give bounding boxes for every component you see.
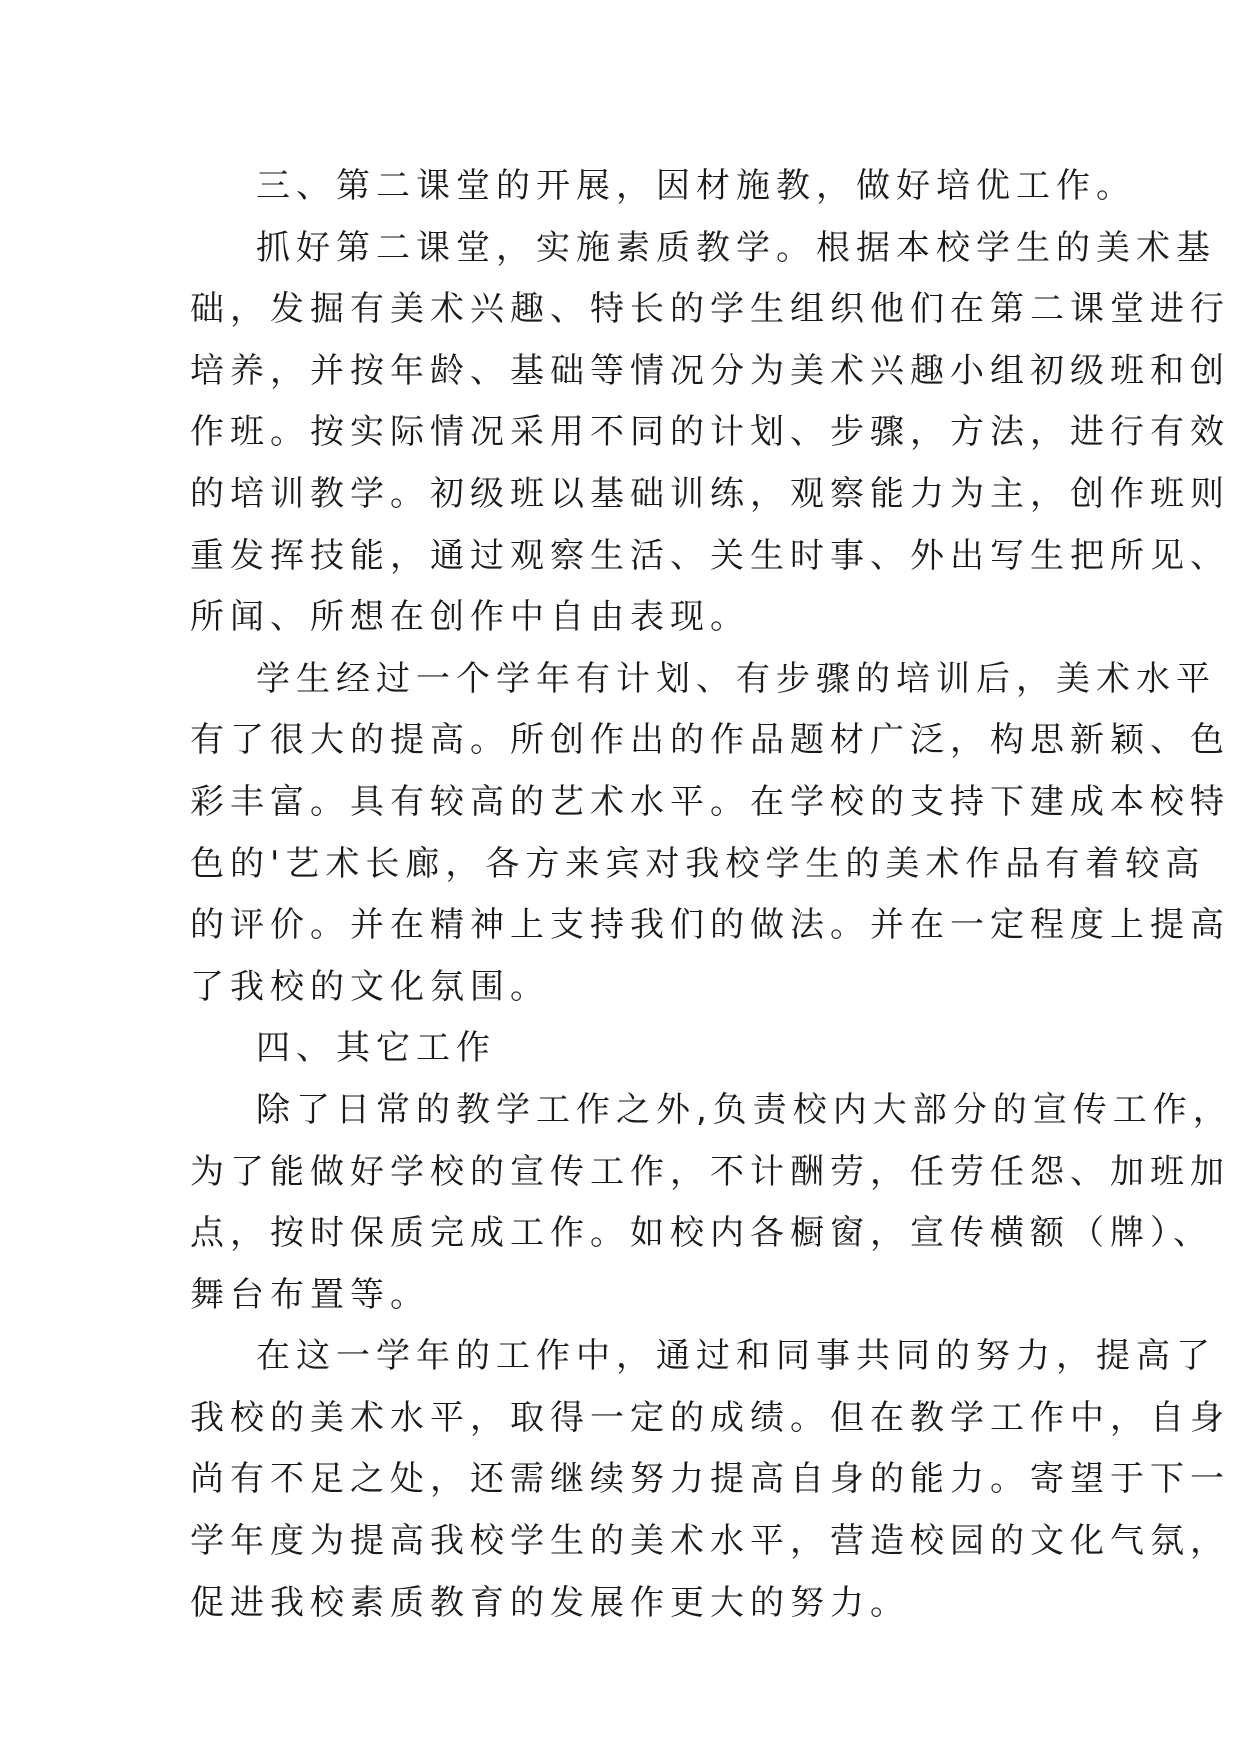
paragraph-line: 点，按时保质完成工作。如校内各橱窗，宣传横额（牌）、 (190, 1213, 1213, 1254)
paragraph-line: 我校的美术水平，取得一定的成绩。但在教学工作中，自身 (190, 1397, 1230, 1438)
paragraph-line: 学年度为提高我校学生的美术水平，营造校园的文化气氛， (190, 1521, 1230, 1562)
paragraph-line: 促进我校素质教育的发展作更大的努力。 (190, 1582, 910, 1623)
paragraph-line: 彩丰富。具有较高的艺术水平。在学校的支持下建成本校特 (190, 781, 1230, 822)
paragraph-line: 学生经过一个学年有计划、有步骤的培训后，美术水平 (256, 658, 1216, 699)
paragraph-line: 为了能做好学校的宣传工作，不计酬劳，任劳任怨、加班加 (190, 1151, 1230, 1192)
paragraph-line: 的培训教学。初级班以基础训练，观察能力为主，创作班则 (190, 473, 1230, 514)
paragraph-line: 培养，并按年龄、基础等情况分为美术兴趣小组初级班和创 (190, 350, 1230, 391)
paragraph-line: 重发挥技能，通过观察生活、关生时事、外出写生把所见、 (190, 535, 1230, 576)
paragraph-line: 有了很大的提高。所创作出的作品题材广泛，构思新颖、色 (190, 720, 1230, 761)
paragraph-line: 了我校的文化氛围。 (190, 966, 550, 1007)
section-heading-other-work: 四、其它工作 (256, 1028, 496, 1069)
paragraph-line: 作班。按实际情况采用不同的计划、步骤，方法，进行有效 (190, 412, 1230, 453)
paragraph-line: 的评价。并在精神上支持我们的做法。并在一定程度上提高 (190, 905, 1230, 946)
section-heading-second-classroom: 三、第二课堂的开展，因材施教，做好培优工作。 (256, 166, 1136, 206)
paragraph-line: 抓好第二课堂，实施素质教学。根据本校学生的美术基 (256, 227, 1216, 268)
document-body (190, 156, 1233, 1634)
paragraph-line: 础，发掘有美术兴趣、特长的学生组织他们在第二课堂进行 (190, 289, 1230, 330)
paragraph-line: 舞台布置等。 (190, 1274, 430, 1315)
paragraph-line: 所闻、所想在创作中自由表现。 (190, 597, 750, 638)
paragraph-line: 尚有不足之处，还需继续努力提高自身的能力。寄望于下一 (190, 1459, 1230, 1500)
paragraph-line: 除了日常的教学工作之外,负责校内大部分的宣传工作， (256, 1089, 1233, 1130)
paragraph-line: 在这一学年的工作中，通过和同事共同的努力，提高了 (256, 1336, 1216, 1377)
paragraph-line: 色的'艺术长廊，各方来宾对我校学生的美术作品有着较高 (190, 843, 1206, 884)
